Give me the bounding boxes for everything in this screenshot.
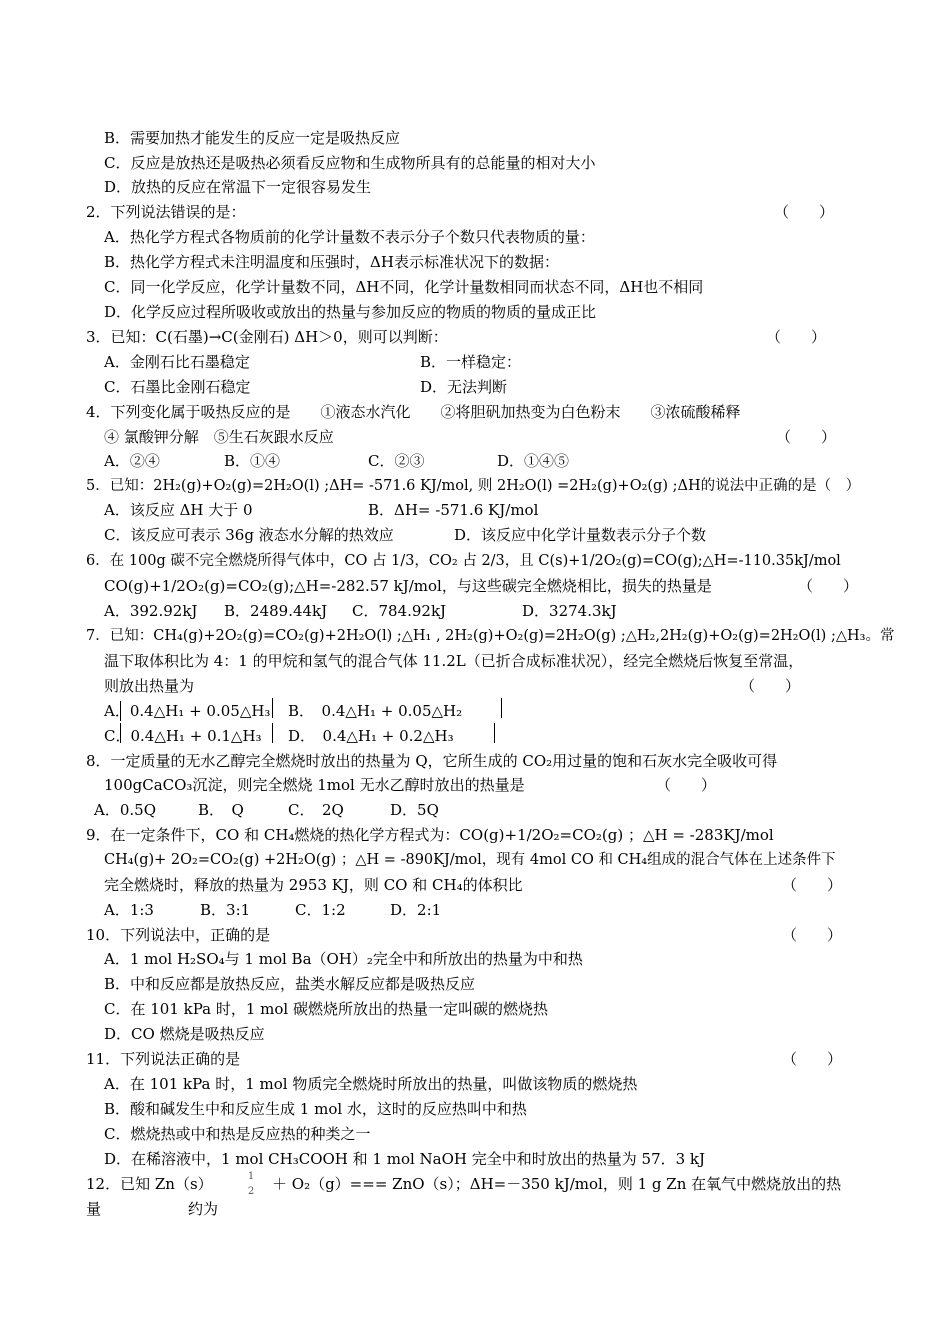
q2-option-c: C．同一化学反应，化学计量数不同，ΔH不同，化学计量数相同而状态不同，ΔH也不相同	[104, 278, 704, 296]
q9-answer-paren: （ ）	[782, 876, 843, 894]
q8-answer-paren: （ ）	[656, 776, 717, 794]
table-border	[494, 723, 495, 743]
q4-stem: 4．下列变化属于吸热反应的是 ①液态水汽化 ②将胆矾加热变为白色粉末 ③浓硫酸稀释	[86, 403, 741, 421]
q10-option-a: A．1 mol H₂SO₄与 1 mol Ba（OH）₂完全中和所放出的热量为中和热	[104, 950, 583, 968]
q5-option-c: C．该反应可表示 36g 液态水分解的热效应	[104, 526, 394, 544]
q10-option-d: D．CO 燃烧是吸热反应	[104, 1025, 265, 1043]
q1-option-c: C．反应是放热还是吸热必须看反应物和生成物所具有的总能量的相对大小	[104, 154, 596, 172]
q9-stem-continued-2: 完全燃烧时，释放的热量为 2953 KJ，则 CO 和 CH₄的体积比	[104, 876, 523, 894]
q8-option-b: B． Q	[198, 801, 244, 819]
q11-option-c: C．燃烧热或中和热是反应热的种类之一	[104, 1125, 371, 1143]
q3-option-d: D．无法判断	[420, 378, 508, 396]
q3-stem: 3．已知：C(石墨)→C(金刚石) ΔH＞0，则可以判断：	[86, 328, 448, 346]
q9-option-b: B．3:1	[200, 901, 251, 919]
q4-option-d: D．①④⑤	[497, 452, 570, 470]
q9-stem-continued: CH₄(g)+ 2O₂=CO₂(g) +2H₂O(g) ；△H = -890KJ/mol，现有 4mol CO 和 CH₄组成的混合气体在上述条件下	[104, 852, 836, 868]
q3-option-a: A．金刚石比石墨稳定	[104, 353, 250, 371]
q12-stem-equation: ＋ O₂（g）=== ZnO（s）；ΔH=－350 kJ/mol，则 1 g Zn 在氧气中燃烧放出的热	[272, 1175, 842, 1193]
q5-option-a: A．该反应 ΔH 大于 0	[104, 501, 253, 519]
q11-stem: 11．下列说法正确的是	[86, 1050, 241, 1068]
q4-option-a: A．②④	[104, 452, 160, 470]
q9-option-c: C．1:2	[295, 901, 346, 919]
table-border	[272, 698, 273, 718]
q3-answer-paren: （ ）	[766, 328, 827, 346]
q6-option-c: C．784.92kJ	[352, 602, 447, 620]
q9-stem: 9．在一定条件下，CO 和 CH₄燃烧的热化学方程式为：CO(g)+1/2O₂=CO₂(g) ；△H = -283KJ/mol	[86, 826, 774, 844]
q12-stem: 12．已知 Zn（s）	[86, 1175, 213, 1193]
q10-option-b: B．中和反应都是放热反应，盐类水解反应都是吸热反应	[104, 975, 476, 993]
q3-option-c: C．石墨比金刚石稳定	[104, 378, 251, 396]
q7-answer-paren: （ ）	[740, 677, 801, 695]
q7-option-c: C．0.4△H₁ + 0.1△H₃	[104, 727, 262, 745]
q2-option-b: B．热化学方程式未注明温度和压强时，ΔH表示标准状况下的数据：	[104, 253, 559, 271]
q8-option-a: A．0.5Q	[94, 801, 156, 819]
q5-option-d: D．该反应中化学计量数表示分子个数	[454, 526, 707, 544]
q6-stem-continued: CO(g)+1/2O₂(g)=CO₂(g);△H=-282.57 kJ/mol，与这些碳完全燃烧相比，损失的热量是	[104, 577, 712, 595]
q6-answer-paren: （ ）	[798, 577, 859, 595]
q12-fraction-numerator: 1	[247, 1171, 255, 1182]
q2-option-a: A．热化学方程式各物质前的化学计量数不表示分子个数只代表物质的量：	[104, 228, 595, 246]
q1-option-b: B．需要加热才能发生的反应一定是吸热反应	[104, 129, 401, 147]
q11-answer-paren: （ ）	[782, 1050, 843, 1068]
q11-option-b: B．酸和碱发生中和反应生成 1 mol 水，这时的反应热叫中和热	[104, 1100, 527, 1118]
q10-stem: 10．下列说法中，正确的是	[86, 926, 271, 944]
q6-option-d: D．3274.3kJ	[522, 602, 617, 620]
q5-stem: 5．已知：2H₂(g)+O₂(g)=2H₂O(l) ;ΔH= -571.6 KJ/mol, 则 2H₂O(l) =2H₂(g)+O₂(g) ;ΔH的说法中正确的是（ ）	[86, 478, 861, 494]
q2-option-d: D．化学反应过程所吸收或放出的热量与参加反应的物质的物质的量成正比	[104, 303, 597, 321]
table-border	[501, 698, 502, 718]
q11-option-d: D．在稀溶液中，1 mol CH₃COOH 和 1 mol NaOH 完全中和时放出的热量为 57．3 kJ	[104, 1150, 706, 1168]
q4-option-b: B．①④	[224, 452, 281, 470]
q7-stem-continued-2: 则放出热量为	[104, 677, 195, 695]
q4-option-c: C．②③	[368, 452, 425, 470]
q8-option-c: C． 2Q	[288, 801, 344, 819]
q9-option-a: A．1:3	[104, 901, 154, 919]
q1-option-d: D．放热的反应在常温下一定很容易发生	[104, 178, 372, 196]
q8-stem-continued: 100gCaCO₃沉淀，则完全燃烧 1mol 无水乙醇时放出的热量是	[104, 776, 525, 794]
q5-option-b: B．ΔH= -571.6 KJ/mol	[368, 501, 539, 519]
q10-answer-paren: （ ）	[782, 926, 843, 944]
q4-answer-paren: （ ）	[776, 428, 837, 446]
table-border	[120, 701, 121, 721]
q3-option-b: B．一样稳定：	[420, 353, 522, 371]
table-border	[120, 723, 121, 743]
q8-stem: 8．一定质量的无水乙醇完全燃烧时放出的热量为 Q，它所生成的 CO₂用过量的饱和石灰水完全吸收可得	[86, 752, 778, 770]
q12-stem-continued: 量	[86, 1200, 102, 1218]
q11-option-a: A．在 101 kPa 时，1 mol 物质完全燃烧时所放出的热量，叫做该物质的燃烧热	[104, 1075, 638, 1093]
q12-fraction-denominator: 2	[247, 1186, 255, 1197]
q7-stem-continued: 温下取体积比为 4：1 的甲烷和氢气的混合气体 11.2L（已折合成标准状况），经完全燃烧后恢复至常温，	[104, 652, 804, 670]
table-border	[272, 723, 273, 743]
q8-option-d: D．5Q	[390, 801, 439, 819]
q6-option-b: B．2489.44kJ	[224, 602, 328, 620]
q2-answer-paren: （ ）	[774, 203, 835, 221]
q7-stem: 7．已知：CH₄(g)+2O₂(g)=CO₂(g)+2H₂O(l) ;△H₁ , 2H₂(g)+O₂(g)=2H₂O(g) ;△H₂,2H₂(g)+O₂(g)=2H₂O(l) ;△H₃。常	[86, 628, 895, 644]
q4-stem-continued: ④ 氯酸钾分解 ⑤生石灰跟水反应	[104, 428, 334, 446]
q10-option-c: C．在 101 kPa 时，1 mol 碳燃烧所放出的热量一定叫碳的燃烧热	[104, 1000, 548, 1018]
q9-option-d: D．2:1	[390, 901, 442, 919]
q12-stem-continued-2: 约为	[188, 1200, 219, 1218]
q6-option-a: A．392.92kJ	[104, 602, 198, 620]
q7-option-a: A．0.4△H₁ + 0.05△H₃	[104, 702, 271, 720]
q7-option-d: D． 0.4△H₁ + 0.2△H₃	[288, 727, 454, 745]
q6-stem: 6．在 100g 碳不完全燃烧所得气体中，CO 占 1/3，CO₂ 占 2/3，且 C(s)+1/2O₂(g)=CO(g);△H=-110.35kJ/mol	[86, 553, 841, 569]
q2-stem: 2．下列说法错误的是：	[86, 203, 246, 221]
q7-option-b: B． 0.4△H₁ + 0.05△H₂	[288, 702, 463, 720]
